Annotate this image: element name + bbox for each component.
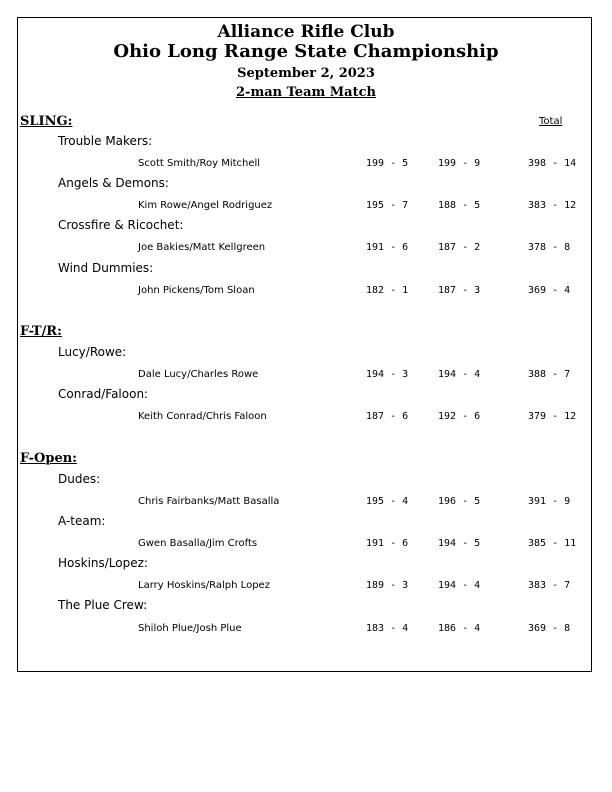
match-title: 2-man Team Match [236, 85, 376, 100]
section-sling-header: SLING: [20, 114, 73, 129]
team-name: Hoskins/Lopez: [58, 556, 148, 570]
team-name: Crossfire & Ricochet: [58, 218, 184, 232]
shooter-names: Gwen Basalla/Jim Crofts [138, 538, 258, 549]
team-name: Lucy/Rowe: [58, 345, 127, 359]
score-day1: 195 - 4 [366, 496, 409, 507]
score-day2: 186 - 4 [438, 623, 481, 634]
score-day2: 194 - 4 [438, 580, 481, 591]
score-total: 369 - 4 [528, 285, 571, 296]
shooter-names: Larry Hoskins/Ralph Lopez [138, 580, 270, 591]
score-day1: 199 - 5 [366, 158, 409, 169]
score-total: 369 - 8 [528, 623, 571, 634]
score-day1: 182 - 1 [366, 285, 409, 296]
score-total: 383 - 12 [528, 200, 577, 211]
score-day2: 192 - 6 [438, 411, 481, 422]
shooter-names: Kim Rowe/Angel Rodriguez [138, 200, 273, 211]
score-day2: 199 - 9 [438, 158, 481, 169]
score-day1: 191 - 6 [366, 242, 409, 253]
shooter-names: Dale Lucy/Charles Rowe [138, 369, 259, 380]
club-title: Alliance Rifle Club [217, 22, 395, 42]
score-total: 378 - 8 [528, 242, 571, 253]
score-day2: 188 - 5 [438, 200, 481, 211]
score-day1: 183 - 4 [366, 623, 409, 634]
score-day2: 187 - 3 [438, 285, 481, 296]
team-name: The Plue Crew: [58, 598, 148, 612]
team-name: A-team: [58, 514, 106, 528]
score-total: 398 - 14 [528, 158, 577, 169]
score-day2: 194 - 5 [438, 538, 481, 549]
score-day1: 194 - 3 [366, 369, 409, 380]
shooter-names: Keith Conrad/Chris Faloon [138, 411, 267, 422]
shooter-names: Scott Smith/Roy Mitchell [138, 158, 261, 169]
score-total: 391 - 9 [528, 496, 571, 507]
score-day1: 187 - 6 [366, 411, 409, 422]
score-day1: 189 - 3 [366, 580, 409, 591]
score-total: 385 - 11 [528, 538, 577, 549]
team-name: Wind Dummies: [58, 261, 154, 275]
total-column-header: Total [539, 116, 563, 127]
shooter-names: John Pickens/Tom Sloan [138, 285, 255, 296]
event-title: Ohio Long Range State Championship [113, 41, 499, 62]
shooter-names: Shiloh Plue/Josh Plue [138, 623, 242, 634]
team-name: Conrad/Faloon: [58, 387, 149, 401]
score-total: 383 - 7 [528, 580, 571, 591]
score-day1: 195 - 7 [366, 200, 409, 211]
score-day2: 187 - 2 [438, 242, 481, 253]
score-day2: 194 - 4 [438, 369, 481, 380]
shooter-names: Chris Fairbanks/Matt Basalla [138, 496, 280, 507]
score-total: 388 - 7 [528, 369, 571, 380]
team-name: Trouble Makers: [58, 134, 153, 148]
team-name: Dudes: [58, 472, 101, 486]
score-total: 379 - 12 [528, 411, 577, 422]
section-fopen-header: F-Open: [20, 451, 77, 466]
section-ftr-header: F-T/R: [20, 324, 62, 339]
score-day2: 196 - 5 [438, 496, 481, 507]
shooter-names: Joe Bakies/Matt Kellgreen [138, 242, 266, 253]
team-name: Angels & Demons: [58, 176, 169, 190]
score-day1: 191 - 6 [366, 538, 409, 549]
event-date: September 2, 2023 [237, 66, 375, 81]
